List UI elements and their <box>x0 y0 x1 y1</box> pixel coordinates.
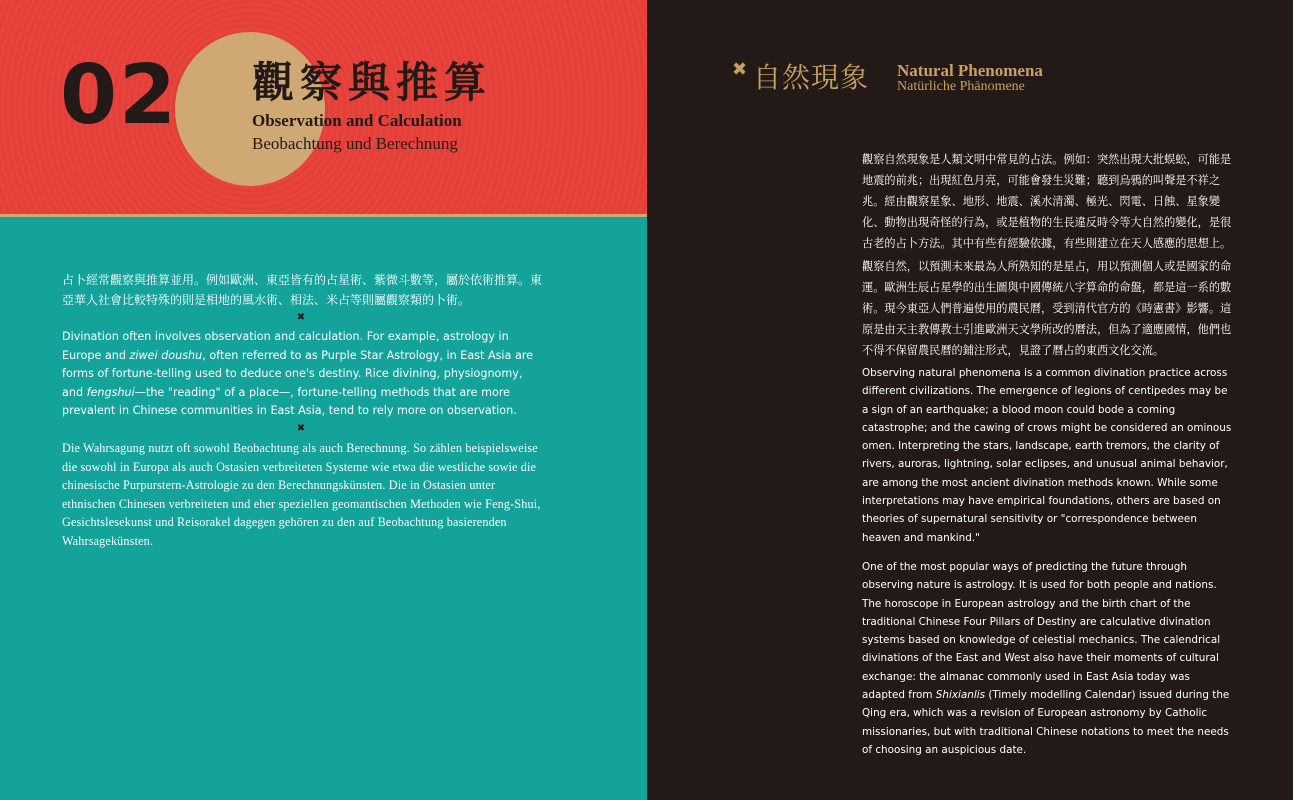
chapter-title-de: Beobachtung und Berechnung <box>252 134 458 153</box>
section-title-en: Natural Phenomena <box>897 61 1043 80</box>
body-paragraph-zh-1: 觀察自然現象是人類文明中常見的占法。例如：突然出現大批蜈蚣，可能是地震的前兆；出現紅色月亮，可能會發生災難；聽到烏鴉的叫聲是不祥之兆。經由觀察星象、地形、地震、溪水清濁、極光、閃電、日蝕、星象變化、動物出現奇怪的行為，或是植物的生長違反時令等大自然的變化，是很古老的占卜方法。其中有些有經驗依據，有些則建立在天人感應的思想上。 <box>862 153 1232 250</box>
intro-en-part3: —the "reading" of a place—, fortune-telling methods that are more prevalent in Chinese communities in East Asia, tend to rely more on observation. <box>62 385 517 418</box>
body-paragraph-en-1: Observing natural phenomena is a common divination practice across different civilizations. The emergence of legions of centipedes may be a sign of an earthquake; a blood moon could bode a coming catastrophe; and the cawing of crows might be considered an ominous omen. Interpreting the stars, landscape, earth tremors, the clarity of rivers, auroras, lightning, solar eclipses, and unusual animal behavior, are among the most ancient divination methods known. While some interpretations may have empirical foundations, others are based on theories of supernatural sensitivity or "correspondence between heaven and mankind." <box>862 367 1232 544</box>
para-en-2-part2: (Timely modelling Calendar) issued during the Qing era, which was a revision of European astronomy by Catholic missionaries, but with traditional Chinese notations to meet the needs of choosing an auspicious date. <box>862 689 1230 756</box>
para-en-2-part1: One of the most popular ways of predicting the future through observing nature is astrology. It is used for both people and nations. The horoscope in European astrology and the birth chart of the traditional Chinese Four Pillars of Destiny are calculative divination systems based on knowledge of celestial mechanics. The calendrical divinations of the East and West also have their moments of cultural exchange: the almanac commonly used in East Asia today was adapted from <box>862 561 1221 702</box>
intro-en-term-ziwei: ziwei doushu <box>129 348 203 362</box>
separator-cross-icon: ✖ <box>296 423 306 434</box>
intro-en-part2: , often referred to as Purple Star Astrology, in East Asia are forms of fortune-telling used to deduce one's destiny. Rice divining, physiognomy, and <box>62 348 534 399</box>
body-paragraph-zh-2: 觀察自然，以預測未來最為人所熟知的是星占，用以預測個人或是國家的命運。歐洲生辰占星學的出生圖與中國傳統八字算命的命盤，都是這一系的數術。現今東亞人們普遍使用的農民曆，受到清代官方的《時憲書》影響。這原是由天主教傳教士引進歐洲天文學所改的曆法，但為了適應國情，他們也不得不保留農民曆的鋪注形式，見證了曆占的東西文化交流。 <box>862 260 1232 357</box>
separator-cross-icon: ✖ <box>296 312 306 323</box>
chapter-title-zh: 觀察與推算 <box>252 58 493 107</box>
intro-text-en <box>62 328 542 421</box>
section-title-zh: 自然現象 <box>753 61 870 94</box>
red-banner <box>0 0 647 216</box>
para-en-2-term: Shixianlis <box>935 689 986 702</box>
intro-text-zh: 占卜經常觀察與推算並用。例如歐洲、東亞皆有的占星術、紫微斗數等，屬於依術推算。東亞華人社會比較特殊的則是相地的風水術、相法、米占等則屬觀察類的卜術。 <box>62 273 543 307</box>
section-title-de: Natürliche Phänomene <box>897 79 1025 94</box>
right-page <box>647 0 1293 800</box>
intro-en-part1: Divination often involves observation and calculation. For example, astrology in Europe and <box>62 330 509 362</box>
body-paragraph-en-2 <box>862 558 1232 759</box>
intro-text-de: Die Wahrsagung nutzt oft sowohl Beobachtung als auch Berechnung. So zählen beispielsweise die sowohl in Europa als auch Ostasien verbreiteten Systeme wie etwa die westliche sowie die chinesische Purpurstern-Astrologie zu den Berechnungskünsten. Die in Ostasien unter ethnischen Chinesen verbreiteten und eher speziellen geomantischen Methoden wie Feng-Shui, Gesichtslesekunst und Reisorakel dagegen gehören zu den auf Beobachtung basierenden Wahrsagekünsten. <box>62 441 541 548</box>
chapter-title-en: Observation and Calculation <box>252 111 462 130</box>
chapter-number: 02 <box>60 48 179 143</box>
cross-star-icon: ✖ <box>732 59 748 79</box>
sun-circle <box>175 32 325 186</box>
intro-en-term-fengshui: fengshui <box>86 385 135 399</box>
